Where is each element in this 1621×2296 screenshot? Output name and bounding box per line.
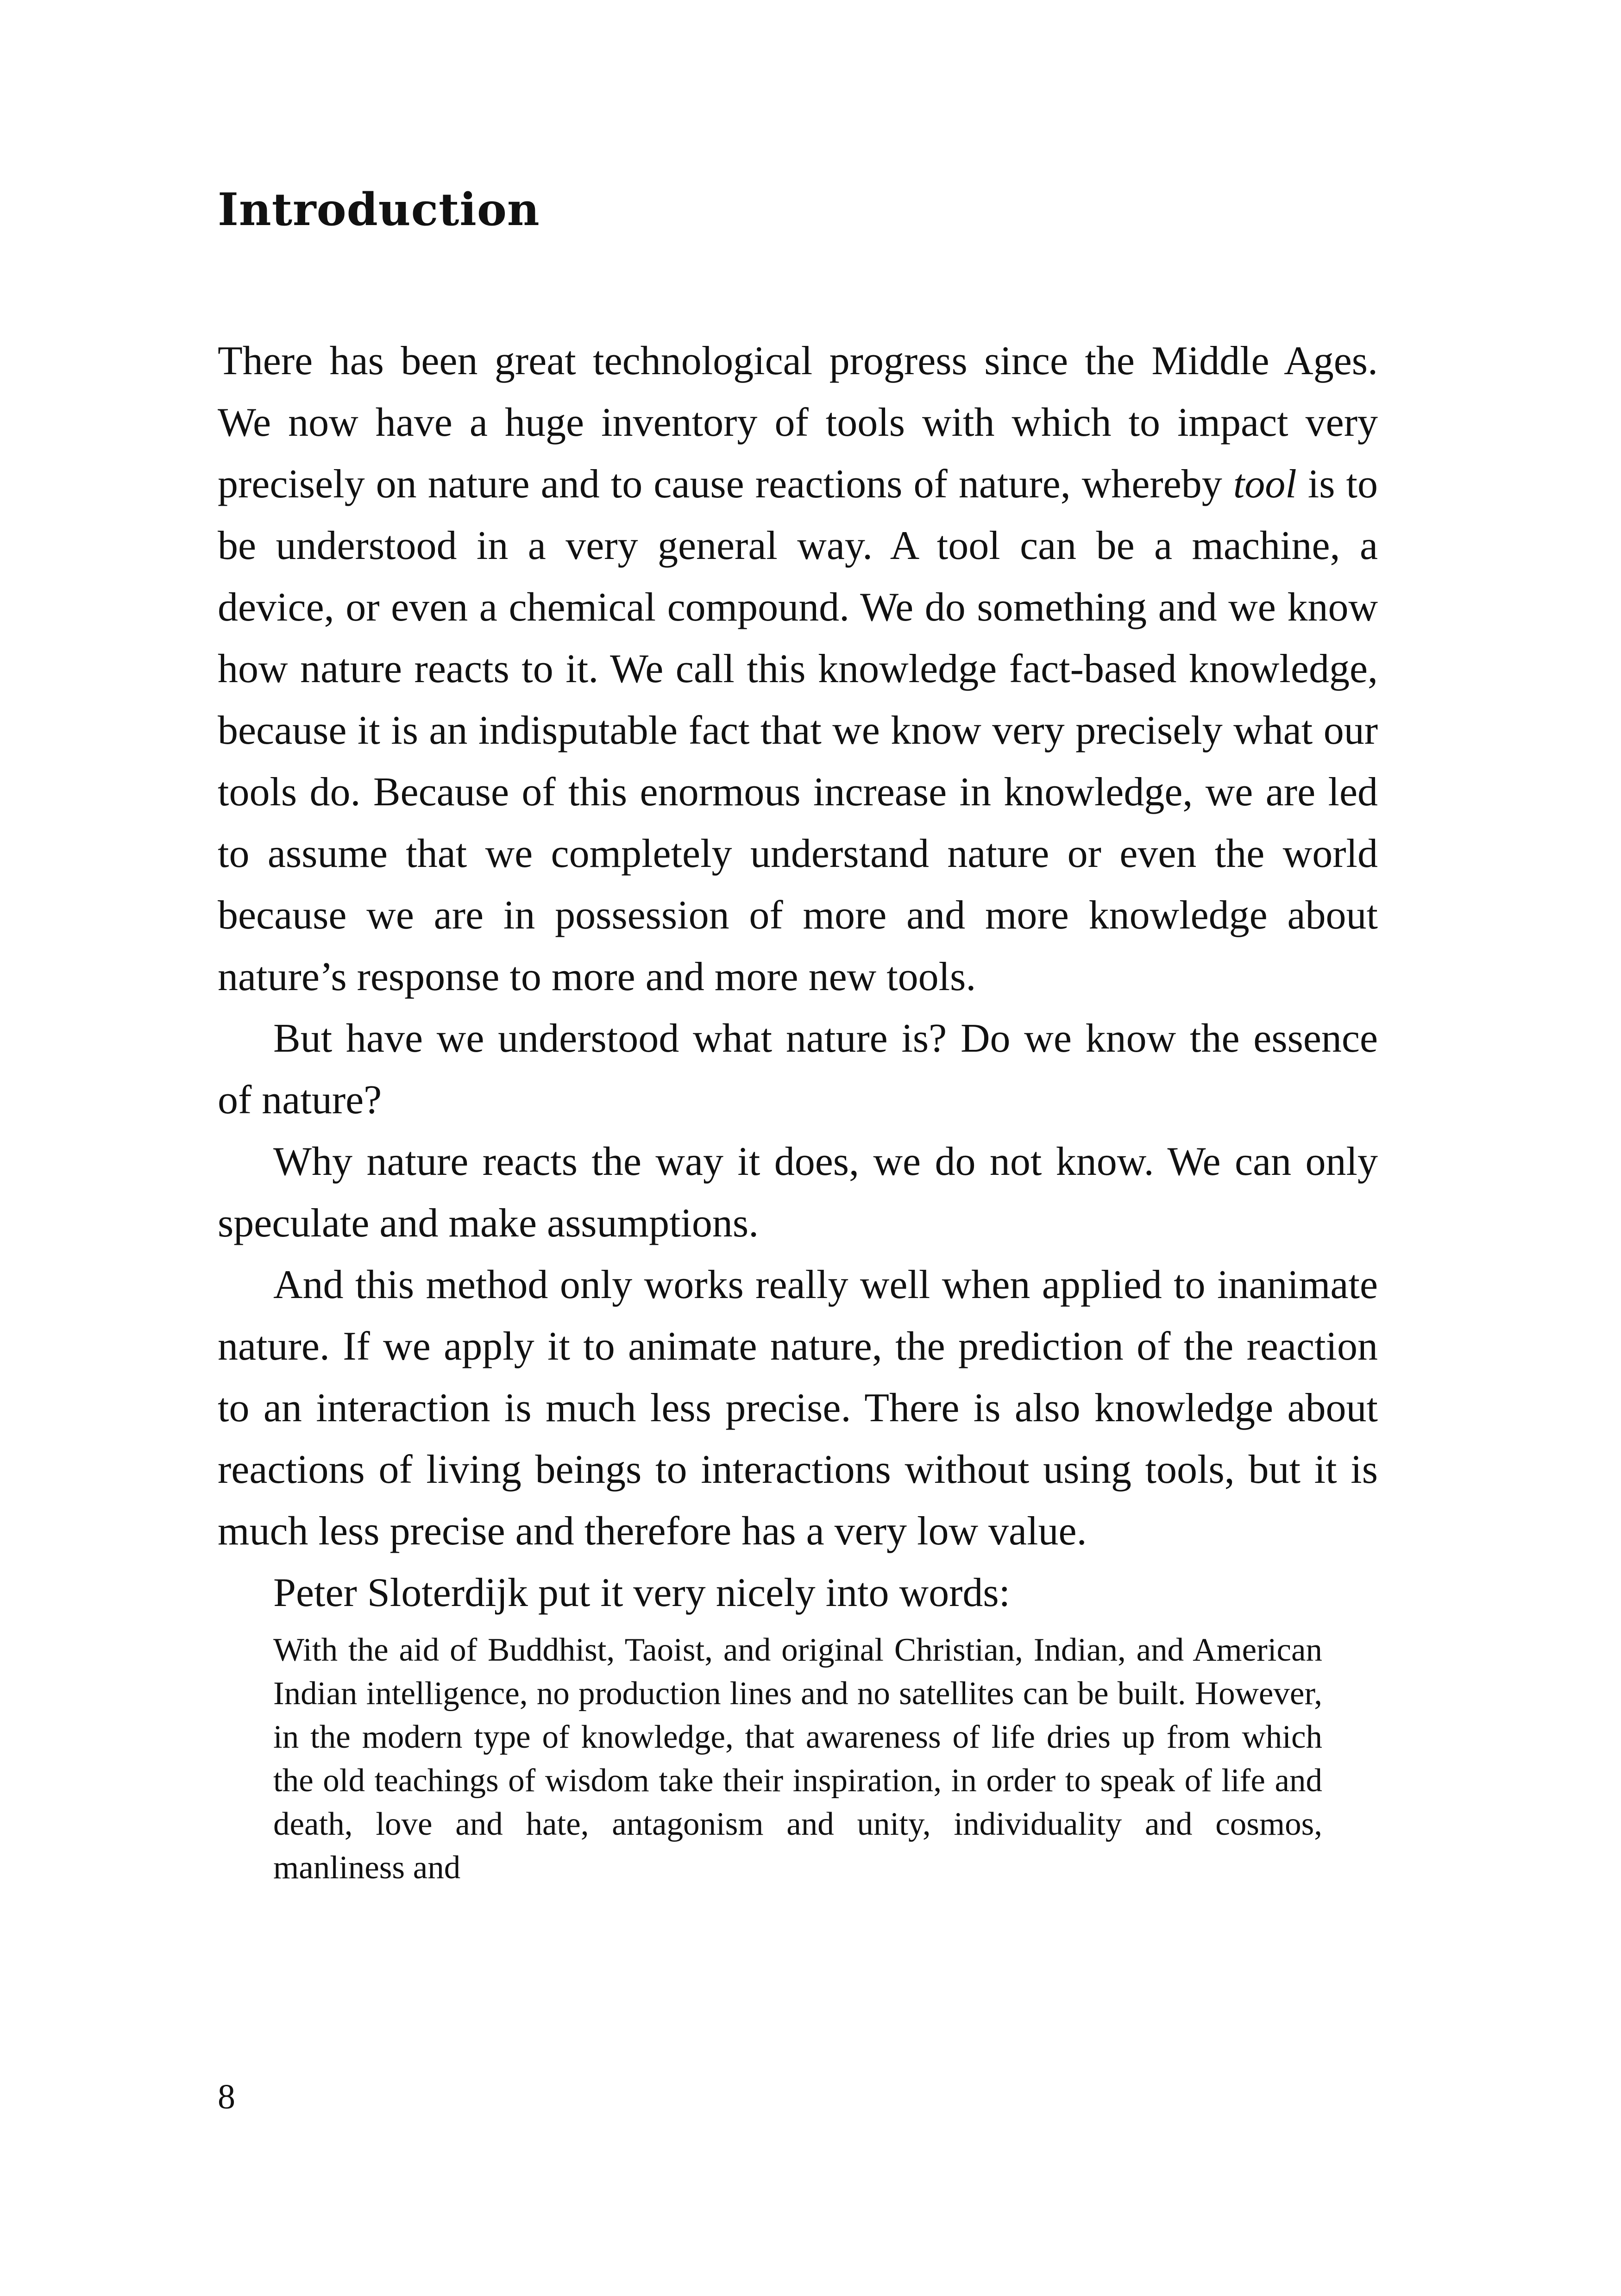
page-number: 8 [218,2077,235,2116]
quote-intro: Peter Sloterdijk put it very nicely into words: [273,1570,1011,1615]
paragraph-1-text-a: There has been great technological progress since the Middle Ages. We now have a huge inventory of tools with which to impact very precisely on nature and to cause reactions of nature, whereby [218,339,1378,507]
paragraph-2: But have we understood what nature is? Do we know the essence of nature? [218,1016,1378,1123]
body-text [218,330,1378,1889]
paragraph-1 [218,330,1378,1008]
paragraph-1-italic-term: tool [1233,462,1297,507]
paragraph-3: Why nature reacts the way it does, we do not know. We can only speculate and make assumptions. [218,1139,1378,1246]
paragraph-4: And this method only works really well when applied to inanimate nature. If we apply it to animate nature, the prediction of the reaction to an interaction is much less precise. There is also knowledge about reactions of living beings to interactions without using tools, but it is much less precise and therefore has a very low value. [218,1262,1378,1554]
paragraph-1-text-b: is to be understood in a very general way. A tool can be a machine, a device, or even a chemical compound. We do something and we know how nature reacts to it. We call this knowledge fact-based knowledge, because it is an indisputable fact that we know very precisely what our tools do. Because of this enormous increase in knowledge, we are led to assume that we completely understand nature or even the world because we are in possession of more and more knowledge about nature’s response to more and more new tools. [218,462,1378,999]
block-quote: With the aid of Buddhist, Taoist, and original Christian, Indian, and American Indian intelligence, no production lines and no satellites can be built. However, in the modern type of knowledge, that awareness of life dries up from which the old teachings of wisdom take their inspiration, in order to speak of life and death, love and hate, antagonism and unity, individuality and cosmos, manliness and [273,1632,1322,1886]
chapter-heading: Introduction [218,183,540,236]
